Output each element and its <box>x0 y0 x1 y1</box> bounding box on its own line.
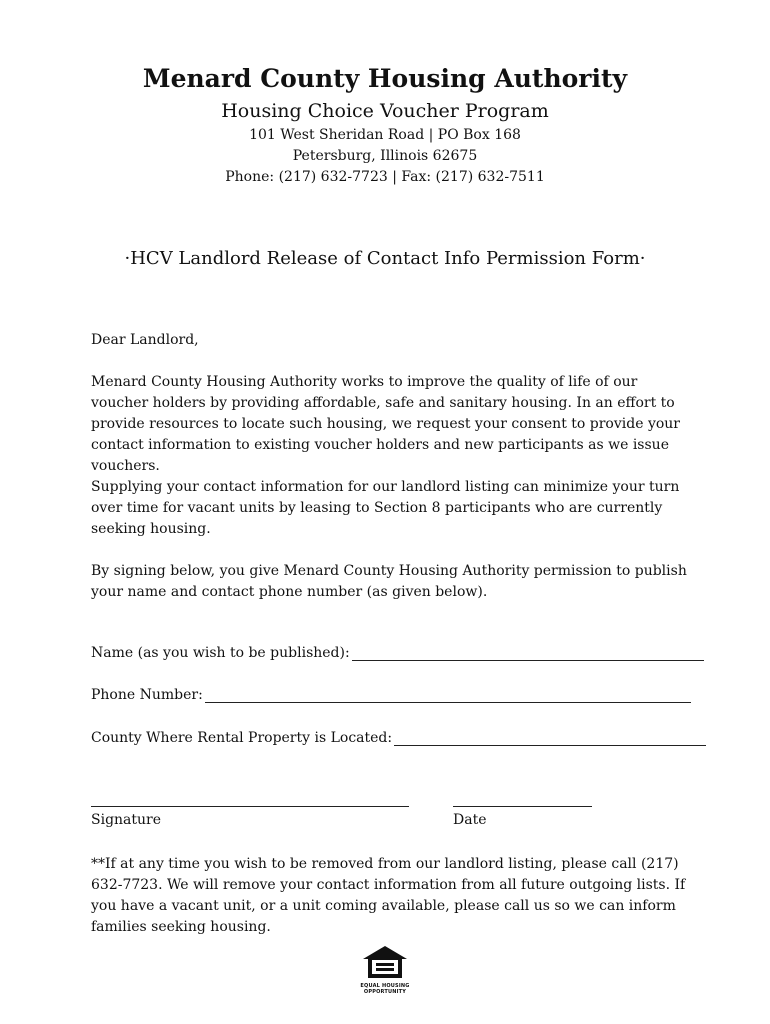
paragraph-consent: By signing below, you give Menard County Housing Authority permission to publish your name and contact phone number (as given below). <box>91 563 687 600</box>
equal-housing-text-1: EQUAL HOUSING <box>360 983 410 989</box>
equal-housing-logo <box>358 945 412 995</box>
county-field-label: County Where Rental Property is Located: <box>91 730 393 746</box>
date-label: Date <box>453 812 487 828</box>
removal-note: **If at any time you wish to be removed from our landlord listing, please call (217) 632-7723. We will remove your contact information from all future outgoing lists. If you have a vacant unit, or a unit coming available, please call us so we can inform families seeking housing. <box>91 856 686 935</box>
form-title: ·HCV Landlord Release of Contact Info Permission Form· <box>124 248 646 269</box>
name-field <box>91 644 704 661</box>
signature-label: Signature <box>91 812 162 828</box>
signature-line[interactable] <box>91 806 409 807</box>
organization-name: Menard County Housing Authority <box>142 64 628 93</box>
name-field-label: Name (as you wish to be published): <box>91 645 350 661</box>
phone-field <box>91 686 691 703</box>
phone-input-line[interactable] <box>205 686 691 703</box>
phone-field-label: Phone Number: <box>91 687 203 703</box>
address-line-2: Petersburg, Illinois 62675 <box>292 148 478 164</box>
paragraph-benefit: Supplying your contact information for our landlord listing can minimize your turn over time for vacant units by leasing to Section 8 participants who are currently seeking housing. <box>91 479 680 537</box>
equal-housing-house-icon <box>362 945 408 979</box>
contact-line: Phone: (217) 632-7723 | Fax: (217) 632-7511 <box>225 169 545 185</box>
equal-housing-text-2: OPPORTUNITY <box>363 989 407 995</box>
paragraph-intro: Menard County Housing Authority works to improve the quality of life of our voucher holders by providing affordable, safe and sanitary housing. In an effort to provide resources to locate such housing, we request your consent to provide your contact information to existing voucher holders and new participants as we issue vouchers. <box>91 374 680 474</box>
address-line-1: 101 West Sheridan Road | PO Box 168 <box>249 127 521 143</box>
date-line[interactable] <box>453 806 592 807</box>
county-input-line[interactable] <box>394 729 706 746</box>
name-input-line[interactable] <box>352 644 704 661</box>
county-field <box>91 729 706 746</box>
salutation: Dear Landlord, <box>91 332 199 348</box>
program-name: Housing Choice Voucher Program <box>221 100 549 122</box>
